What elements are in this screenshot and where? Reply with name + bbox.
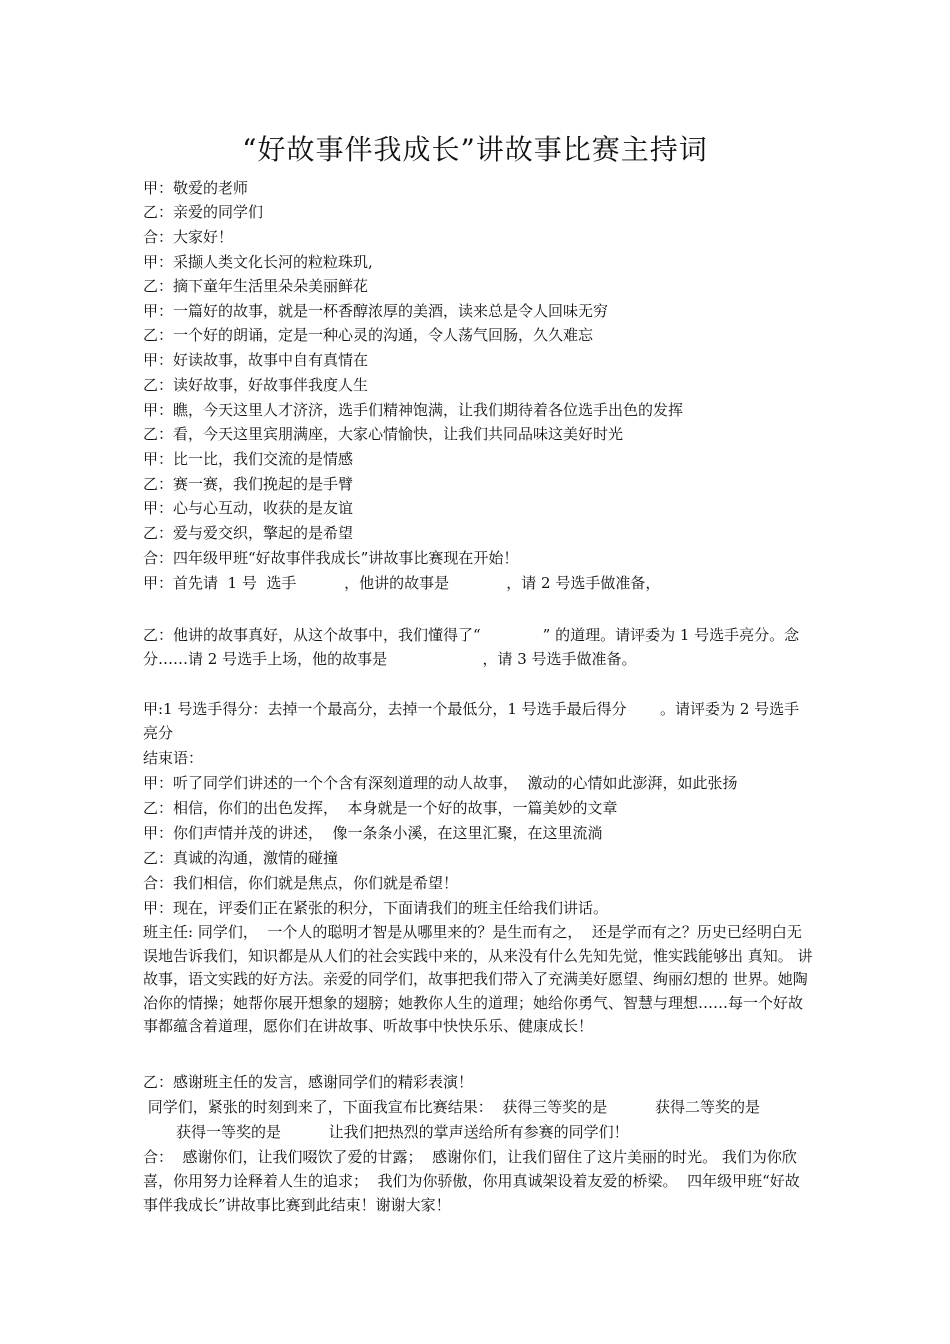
closing-paragraph: 合： 感谢你们，让我们啜饮了爱的甘露； 感谢你们，让我们留住了这片美丽的时光。 我们为你欣喜，你用努力诠释着人生的追求； 我们为你骄傲，你用真诚架设着友爱的桥梁。 四年级甲班“好故事伴我成长”讲故事比赛到此结束！谢谢大家！	[143, 1148, 800, 1214]
dialogue-paragraph: 甲:1 号选手得分：去掉一个最高分，去掉一个最低分，1 号选手最后得分 。请评委为 2 号选手亮分	[143, 700, 800, 742]
dialogue-line: 乙：看，今天这里宾朋满座，大家心情愉快，让我们共同品味这美好时光	[143, 425, 624, 443]
dialogue-line: 甲：采撷人类文化长河的粒粒珠玑,	[143, 253, 373, 271]
dialogue-line: 乙：感谢班主任的发言，感谢同学们的精彩表演！	[143, 1073, 474, 1091]
dialogue-paragraph: 乙：他讲的故事真好，从这个故事中，我们懂得了“ ” 的道理。请评委为 1 号选手亮分。念分……请 2 号选手上场，他的故事是 ，请 3 号选手做准备。	[143, 626, 800, 668]
dialogue-line: 乙：一个好的朗诵，定是一种心灵的沟通，令人荡气回肠，久久难忘	[143, 326, 594, 344]
dialogue-line: 合：我们相信，你们就是焦点，你们就是希望！	[143, 874, 459, 892]
dialogue-line: 乙：摘下童年生活里朵朵美丽鲜花	[143, 277, 369, 295]
dialogue-line: 甲：首先请 1 号 选手 ，他讲的故事是 ，请 2 号选手做准备，	[143, 574, 661, 592]
teacher-speech: 班主任: 同学们， 一个人的聪明才智是从哪里来的？是生而有之， 还是学而有之？历史已经明白无 误地告诉我们，知识都是从人们的社会实践中来的，从来没有什么先知先觉，惟实践能够出 真知。 讲故事，语文实践的好方法。亲爱的同学们，故事把我们带入了充满美好愿望、绚丽幻想的 世界。她陶冶你的情操；她帮你展开想象的翅膀；她教你人生的道理；她给你勇气、智慧与理想……每一个好故事都蕴含着道理，愿你们在讲故事、听故事中快快乐乐、健康成长！	[143, 923, 813, 1035]
dialogue-line: 甲：听了同学们讲述的一个个含有深刻道理的动人故事， 激动的心情如此澎湃，如此张扬	[143, 774, 738, 792]
dialogue-line: 甲：现在，评委们正在紧张的积分，下面请我们的班主任给我们讲话。	[143, 899, 609, 917]
dialogue-line: 甲：你们声情并茂的讲述， 像一条条小溪，在这里汇聚，在这里流淌	[143, 824, 603, 842]
dialogue-line: 甲：一篇好的故事，就是一杯香醇浓厚的美酒，读来总是令人回味无穷	[143, 302, 609, 320]
section-heading: 结束语：	[143, 749, 204, 767]
dialogue-line: 乙：读好故事，好故事伴我度人生	[143, 376, 369, 394]
results-line: 同学们，紧张的时刻到来了，下面我宣布比赛结果： 获得三等奖的是 获得二等奖的是	[143, 1098, 760, 1116]
dialogue-line: 乙：真诚的沟通，激情的碰撞	[143, 849, 339, 867]
dialogue-line: 乙：亲爱的同学们	[143, 203, 264, 221]
dialogue-line: 乙：赛一赛，我们挽起的是手臂	[143, 475, 354, 493]
dialogue-line: 乙：相信，你们的出色发挥， 本身就是一个好的故事，一篇美妙的文章	[143, 799, 618, 817]
document-title: “好故事伴我成长”讲故事比赛主持词	[242, 133, 708, 166]
dialogue-line: 甲：瞧，今天这里人才济济，选手们精神饱满，让我们期待着各位选手出色的发挥	[143, 401, 684, 419]
dialogue-line: 甲：心与心互动，收获的是友谊	[143, 499, 354, 517]
dialogue-line: 合：四年级甲班“好故事伴我成长”讲故事比赛现在开始！	[143, 549, 519, 567]
dialogue-line: 合：大家好！	[143, 228, 234, 246]
dialogue-line: 甲：好读故事，故事中自有真情在	[143, 351, 369, 369]
dialogue-line: 甲：敬爱的老师	[143, 179, 249, 197]
results-line: 获得一等奖的是 让我们把热烈的掌声送给所有参赛的同学们！	[176, 1123, 629, 1141]
dialogue-line: 甲：比一比，我们交流的是情感	[143, 450, 354, 468]
dialogue-line: 乙：爱与爱交织，擎起的是希望	[143, 524, 354, 542]
